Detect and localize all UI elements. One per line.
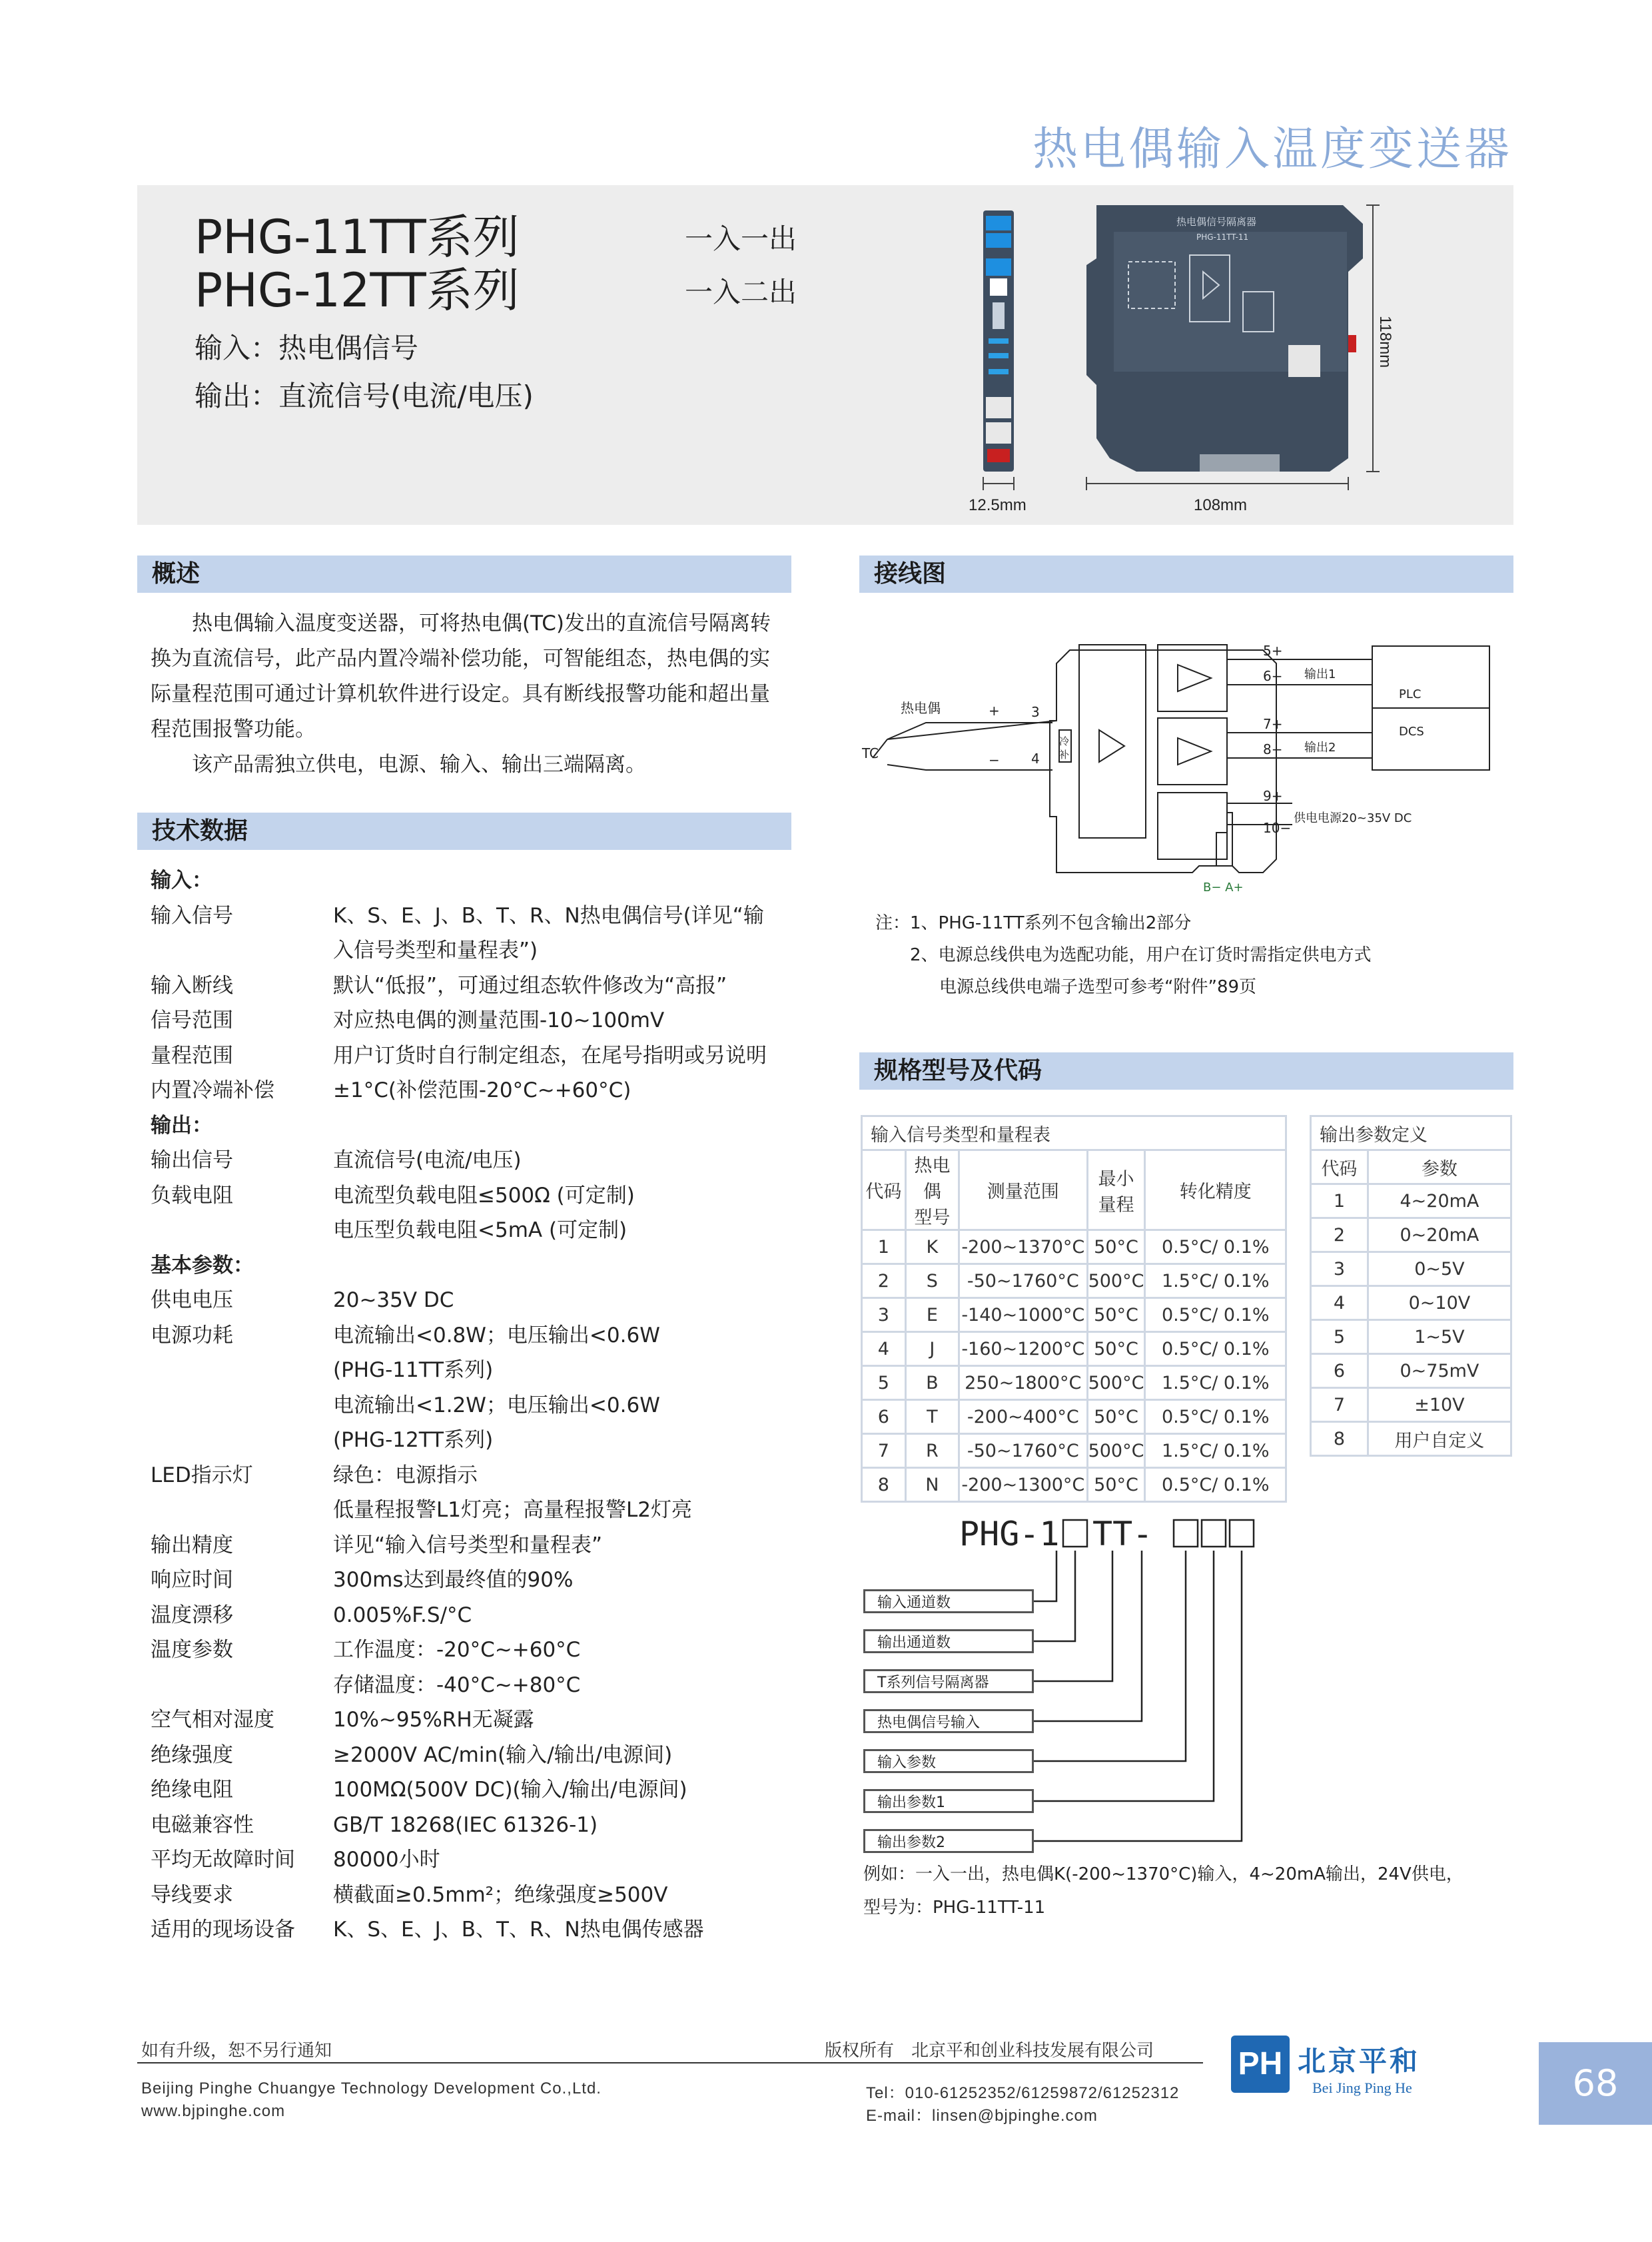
- table-cell: 3: [862, 1298, 906, 1332]
- wiring-plc: PLC: [1399, 687, 1422, 701]
- spec-row: [151, 1772, 790, 1807]
- spec-value: 80000小时: [333, 1848, 440, 1872]
- code-legend-item: 热电偶信号输入: [863, 1709, 1034, 1733]
- spec-label: 温度参数: [151, 1638, 233, 1662]
- spec-row: [151, 863, 790, 898]
- wiring-note-1: 注：1、PHG-11TT系列不包含输出2部分: [875, 913, 1192, 933]
- input-table-header: [959, 1150, 1088, 1230]
- table-cell: 4~20mA: [1368, 1184, 1511, 1218]
- table-cell: 50°C: [1087, 1468, 1145, 1502]
- output-table-caption: 输出参数定义: [1311, 1116, 1511, 1150]
- code-legend-item: T系列信号隔离器: [863, 1669, 1034, 1693]
- device-side-view: [983, 210, 1014, 472]
- wiring-t3: 3: [1031, 704, 1040, 720]
- example-line-1: 例如：一入一出，热电偶K(-200~1370°C)输入，4~20mA输出，24V供电，: [863, 1864, 1463, 1884]
- spec-row: [151, 1878, 790, 1912]
- page-number: 68: [1539, 2042, 1652, 2125]
- spec-value: (PHG-12TT系列): [333, 1428, 494, 1452]
- spec-row: [151, 1248, 790, 1283]
- table-cell: 0.5°C/ 0.1%: [1145, 1332, 1286, 1366]
- spec-row: [151, 1108, 790, 1143]
- wiring-cold1: 冷: [1059, 735, 1070, 747]
- table-cell: -200~400°C: [959, 1400, 1088, 1434]
- code-legend-item: 输出参数1: [863, 1789, 1034, 1813]
- product-images: [137, 185, 1513, 525]
- code-legend-item: 输入参数: [863, 1749, 1034, 1773]
- spec-value: 电流输出<0.8W；电压输出<0.6W: [333, 1323, 660, 1347]
- table-cell: ±10V: [1368, 1388, 1511, 1422]
- table-cell: 5: [862, 1366, 906, 1400]
- input-signal-table: [861, 1115, 1287, 1503]
- spec-row: [151, 899, 790, 933]
- spec-label: LED指示灯: [151, 1463, 253, 1487]
- table-cell: 1.5°C/ 0.1%: [1145, 1366, 1286, 1400]
- table-cell: 2: [862, 1264, 906, 1298]
- table-cell: 8: [862, 1468, 906, 1502]
- input-table-header: [905, 1150, 959, 1230]
- table-row: [1311, 1354, 1511, 1388]
- spec-value: 详见“输入信号类型和量程表”: [333, 1533, 603, 1557]
- wiring-t6: 6−: [1263, 668, 1283, 684]
- model-name-2: PHG-12TT系列: [195, 263, 520, 318]
- wiring-thermocouple: 热电偶: [901, 700, 941, 716]
- spec-label: 量程范围: [151, 1043, 233, 1068]
- spec-row: [151, 1423, 790, 1457]
- input-table-caption: 输入信号类型和量程表: [862, 1116, 1286, 1150]
- table-cell: 用户自定义: [1368, 1422, 1511, 1456]
- input-table-header: [1145, 1150, 1286, 1230]
- device-front-view: [1086, 205, 1363, 472]
- spec-row: [151, 1633, 790, 1667]
- logo-en: Bei Jing Ping He: [1312, 2079, 1412, 2096]
- dim-height: 118mm: [1376, 316, 1394, 368]
- table-cell: 50°C: [1087, 1332, 1145, 1366]
- spec-row: [151, 1458, 790, 1493]
- table-cell: 5: [1311, 1320, 1368, 1354]
- logo-cn: 北京平和: [1298, 2045, 1421, 2077]
- table-cell: B: [905, 1366, 959, 1400]
- code-legend-item: 输出参数2: [863, 1829, 1034, 1853]
- wiring-power: 供电电源20~35V DC: [1294, 811, 1412, 825]
- spec-label: 温度漂移: [151, 1603, 233, 1627]
- spec-label: 内置冷端补偿: [151, 1078, 274, 1102]
- input-table-header: [862, 1150, 906, 1230]
- table-cell: 0~75mV: [1368, 1354, 1511, 1388]
- logo-icon: PH: [1231, 2036, 1290, 2093]
- overview-paragraph-2: 该产品需独立供电，电源、输入、输出三端隔离。: [192, 753, 646, 777]
- spec-label: 电磁兼容性: [151, 1812, 254, 1837]
- spec-label: 输入断线: [151, 973, 233, 998]
- spec-row: [151, 1842, 790, 1877]
- header-line: 测量范围: [987, 1182, 1059, 1202]
- spec-value: K、S、E、J、B、T、R、N热电偶传感器: [333, 1918, 704, 1942]
- table-cell: 0~10V: [1368, 1286, 1511, 1320]
- table-cell: -50~1760°C: [959, 1264, 1088, 1298]
- header-line: 转化精度: [1179, 1182, 1252, 1202]
- table-row: [862, 1468, 1286, 1502]
- model-type-2: 一入二出: [685, 276, 797, 308]
- spec-value: ±1°C(补偿范围-20°C~+60°C): [333, 1078, 631, 1102]
- wiring-diagram: [859, 613, 1513, 906]
- table-row: [1311, 1320, 1511, 1354]
- device-model: PHG-11TT-11: [1196, 232, 1249, 242]
- spec-value: 入信号类型和量程表”): [333, 938, 538, 962]
- input-table-header: [1087, 1150, 1145, 1230]
- code-legend-item: 输入通道数: [863, 1589, 1034, 1613]
- spec-value: 电流型负载电阻≤500Ω (可定制): [333, 1183, 635, 1208]
- footer-notice: 如有升级，恕不另行通知: [141, 2041, 332, 2061]
- table-cell: 500°C: [1087, 1264, 1145, 1298]
- table-cell: 7: [1311, 1388, 1368, 1422]
- wiring-cold2: 补: [1059, 749, 1070, 761]
- spec-label: 绝缘电阻: [151, 1778, 233, 1802]
- section-wiring: 接线图: [859, 556, 1513, 593]
- spec-row: [151, 1353, 790, 1387]
- table-cell: 4: [1311, 1286, 1368, 1320]
- wiring-plus: +: [989, 703, 1000, 719]
- spec-label: 输出精度: [151, 1533, 233, 1557]
- header-line: 型号: [914, 1208, 951, 1228]
- wiring-note-2: 2、电源总线供电为选配功能，用户在订货时需指定供电方式: [910, 945, 1372, 965]
- spec-value: 存储温度：-40°C~+80°C: [333, 1673, 581, 1697]
- wiring-t5: 5+: [1263, 643, 1283, 659]
- table-cell: 3: [1311, 1252, 1368, 1286]
- wiring-t7: 7+: [1263, 716, 1283, 732]
- table-row: [862, 1400, 1286, 1434]
- table-cell: R: [905, 1434, 959, 1468]
- table-cell: T: [905, 1400, 959, 1434]
- spec-label: 负载电阻: [151, 1183, 233, 1208]
- spec-row: [151, 1668, 790, 1702]
- table-cell: 7: [862, 1434, 906, 1468]
- spec-value: 默认“低报”，可通过组态软件修改为“高报”: [333, 973, 727, 998]
- wiring-out2: 输出2: [1304, 741, 1336, 755]
- output-table-header: 参数: [1368, 1150, 1511, 1184]
- table-row: [1311, 1286, 1511, 1320]
- table-cell: -160~1200°C: [959, 1332, 1088, 1366]
- table-row: [1311, 1218, 1511, 1252]
- spec-value: 低量程报警L1灯亮；高量程报警L2灯亮: [333, 1498, 692, 1522]
- table-cell: 0.5°C/ 0.1%: [1145, 1230, 1286, 1264]
- spec-label: 适用的现场设备: [151, 1918, 295, 1942]
- wiring-t8: 8−: [1263, 741, 1283, 757]
- table-row: [862, 1298, 1286, 1332]
- spec-value: 电压型负载电阻<5mA (可定制): [333, 1218, 627, 1242]
- table-cell: 6: [862, 1400, 906, 1434]
- table-cell: 50°C: [1087, 1400, 1145, 1434]
- output-line: 输出：直流信号(电流/电压): [195, 380, 534, 412]
- spec-row: [151, 1073, 790, 1108]
- table-cell: -200~1370°C: [959, 1230, 1088, 1264]
- table-cell: N: [905, 1468, 959, 1502]
- table-cell: 1.5°C/ 0.1%: [1145, 1264, 1286, 1298]
- spec-row: [151, 1318, 790, 1353]
- footer-website[interactable]: www.bjpinghe.com: [141, 2102, 286, 2120]
- table-row: [862, 1434, 1286, 1468]
- code-prefix: PHG-1: [959, 1515, 1060, 1553]
- spec-value: 对应热电偶的测量范围-10~100mV: [333, 1008, 665, 1032]
- model-type-1: 一入一出: [685, 222, 797, 255]
- spec-value: 工作温度：-20°C~+60°C: [333, 1638, 581, 1662]
- table-row: [862, 1366, 1286, 1400]
- section-overview: 概述: [137, 556, 791, 593]
- spec-row: [151, 1808, 790, 1842]
- table-cell: 250~1800°C: [959, 1366, 1088, 1400]
- spec-label: 输入：: [151, 869, 212, 893]
- footer-company-en: Beijing Pinghe Chuangye Technology Development Co.,Ltd.: [141, 2079, 602, 2097]
- spec-row: [151, 1178, 790, 1213]
- output-table-header: 代码: [1311, 1150, 1368, 1184]
- table-cell: E: [905, 1298, 959, 1332]
- table-cell: 500°C: [1087, 1434, 1145, 1468]
- spec-row: [151, 1738, 790, 1772]
- table-row: [1311, 1252, 1511, 1286]
- footer-tel: Tel：010-61252352/61259872/61252312: [866, 2084, 1180, 2102]
- spec-value: 20~35V DC: [333, 1288, 454, 1312]
- table-row: [1311, 1388, 1511, 1422]
- wiring-t4: 4: [1031, 751, 1040, 767]
- wiring-dcs: DCS: [1399, 725, 1424, 739]
- overview-text: [151, 606, 779, 783]
- table-row: [862, 1230, 1286, 1264]
- spec-label: 输出：: [151, 1113, 212, 1138]
- table-cell: S: [905, 1264, 959, 1298]
- spec-label: 空气相对湿度: [151, 1708, 274, 1732]
- example-line-2: 型号为：PHG-11TT-11: [863, 1898, 1046, 1918]
- spec-value: GB/T 18268(IEC 61326-1): [333, 1812, 598, 1837]
- section-tech: 技术数据: [137, 813, 791, 850]
- spec-value: 绿色：电源指示: [333, 1463, 478, 1487]
- spec-label: 输入信号: [151, 903, 233, 928]
- spec-row: [151, 933, 790, 968]
- table-cell: -200~1300°C: [959, 1468, 1088, 1502]
- spec-row: [151, 968, 790, 1003]
- page-title: 热电偶输入温度变送器: [1032, 123, 1512, 176]
- wiring-minus: −: [989, 752, 1000, 768]
- wiring-bus: B− A+: [1203, 881, 1244, 895]
- table-cell: 50°C: [1087, 1298, 1145, 1332]
- table-cell: -140~1000°C: [959, 1298, 1088, 1332]
- spec-row: [151, 1003, 790, 1038]
- wiring-out1: 输出1: [1304, 667, 1336, 681]
- spec-value: 0.005%F.S/°C: [333, 1603, 472, 1627]
- hero-panel: [137, 185, 1513, 525]
- table-cell: 0.5°C/ 0.1%: [1145, 1298, 1286, 1332]
- table-cell: -50~1760°C: [959, 1434, 1088, 1468]
- table-cell: J: [905, 1332, 959, 1366]
- spec-label: 基本参数：: [151, 1253, 254, 1278]
- footer-divider: [137, 2062, 1203, 2063]
- table-cell: 2: [1311, 1218, 1368, 1252]
- spec-label: 输出信号: [151, 1148, 233, 1172]
- table-cell: 6: [1311, 1354, 1368, 1388]
- spec-value: 10%~95%RH无凝露: [333, 1708, 534, 1732]
- spec-value: 用户订货时自行制定组态，在尾号指明或另说明: [333, 1043, 767, 1068]
- output-param-table: [1310, 1115, 1512, 1457]
- table-cell: 50°C: [1087, 1230, 1145, 1264]
- spec-label: 导线要求: [151, 1882, 233, 1907]
- spec-row: [151, 1528, 790, 1563]
- spec-label: 绝缘强度: [151, 1742, 233, 1767]
- spec-label: 电源功耗: [151, 1323, 233, 1347]
- spec-row: [151, 1912, 790, 1947]
- header-line: 量程: [1098, 1194, 1134, 1216]
- footer-copyright: 版权所有 北京平和创业科技发展有限公司: [825, 2041, 1154, 2061]
- table-cell: 500°C: [1087, 1366, 1145, 1400]
- table-cell: 0~20mA: [1368, 1218, 1511, 1252]
- spec-row: [151, 1213, 790, 1248]
- model-name-1: PHG-11TT系列: [195, 210, 520, 264]
- spec-row: [151, 1038, 790, 1073]
- table-cell: 1~5V: [1368, 1320, 1511, 1354]
- table-cell: 0~5V: [1368, 1252, 1511, 1286]
- spec-value: 电流输出<1.2W；电压输出<0.6W: [333, 1393, 660, 1417]
- footer-email[interactable]: E-mail：linsen@bjpinghe.com: [866, 2107, 1098, 2125]
- table-row: [862, 1332, 1286, 1366]
- wiring-t10: 10−: [1263, 820, 1292, 836]
- table-cell: 1: [862, 1230, 906, 1264]
- spec-row: [151, 1388, 790, 1423]
- header-line: 热电偶: [914, 1156, 951, 1202]
- wiring-note-3: 电源总线供电端子选型可参考“附件”89页: [939, 977, 1257, 997]
- spec-row: [151, 1493, 790, 1527]
- table-cell: 4: [862, 1332, 906, 1366]
- table-row: [862, 1264, 1286, 1298]
- header-line: 最小: [1098, 1168, 1134, 1190]
- section-spec-model: 规格型号及代码: [859, 1052, 1513, 1090]
- table-cell: 1: [1311, 1184, 1368, 1218]
- device-label: 热电偶信号隔离器: [1176, 216, 1257, 228]
- input-line: 输入：热电偶信号: [195, 332, 419, 364]
- spec-label: 供电电压: [151, 1288, 233, 1312]
- dim-width-large: 108mm: [1194, 496, 1248, 514]
- spec-label: 平均无故障时间: [151, 1848, 295, 1872]
- spec-value: K、S、E、J、B、T、R、N热电偶信号(详见“输: [333, 903, 764, 928]
- table-cell: K: [905, 1230, 959, 1264]
- spec-row: [151, 1283, 790, 1317]
- table-cell: 0.5°C/ 0.1%: [1145, 1468, 1286, 1502]
- spec-label: 信号范围: [151, 1008, 233, 1032]
- spec-row: [151, 1143, 790, 1178]
- spec-value: 100MΩ(500V DC)(输入/输出/电源间): [333, 1778, 687, 1802]
- spec-value: 横截面≥0.5mm²；绝缘强度≥500V: [333, 1882, 668, 1907]
- wiring-tc: TC: [862, 745, 879, 761]
- table-row: [1311, 1422, 1511, 1456]
- spec-value: ≥2000V AC/min(输入/输出/电源间): [333, 1742, 673, 1767]
- spec-row: [151, 1563, 790, 1597]
- spec-list: [0, 863, 799, 1956]
- table-cell: 1.5°C/ 0.1%: [1145, 1434, 1286, 1468]
- spec-value: 300ms达到最终值的90%: [333, 1568, 574, 1592]
- header-line: 代码: [865, 1182, 902, 1202]
- dim-width-small: 12.5mm: [969, 496, 1027, 514]
- spec-value: 直流信号(电流/电压): [333, 1148, 522, 1172]
- code-mid: TT-: [1092, 1515, 1153, 1553]
- spec-row: [151, 1702, 790, 1737]
- wiring-t9: 9+: [1263, 788, 1283, 804]
- overview-paragraph-1: 热电偶输入温度变送器，可将热电偶(TC)发出的直流信号隔离转换为直流信号，此产品内置冷端补偿功能，可智能组态，热电偶的实际量程范围可通过计算机软件进行设定。具有断线报警功能和超出量程范围报警功能。: [151, 611, 771, 741]
- spec-label: 响应时间: [151, 1568, 233, 1592]
- spec-row: [151, 1598, 790, 1633]
- spec-value: (PHG-11TT系列): [333, 1358, 494, 1382]
- table-cell: 0.5°C/ 0.1%: [1145, 1400, 1286, 1434]
- table-cell: 8: [1311, 1422, 1368, 1456]
- table-row: [1311, 1184, 1511, 1218]
- code-legend-item: 输出通道数: [863, 1629, 1034, 1653]
